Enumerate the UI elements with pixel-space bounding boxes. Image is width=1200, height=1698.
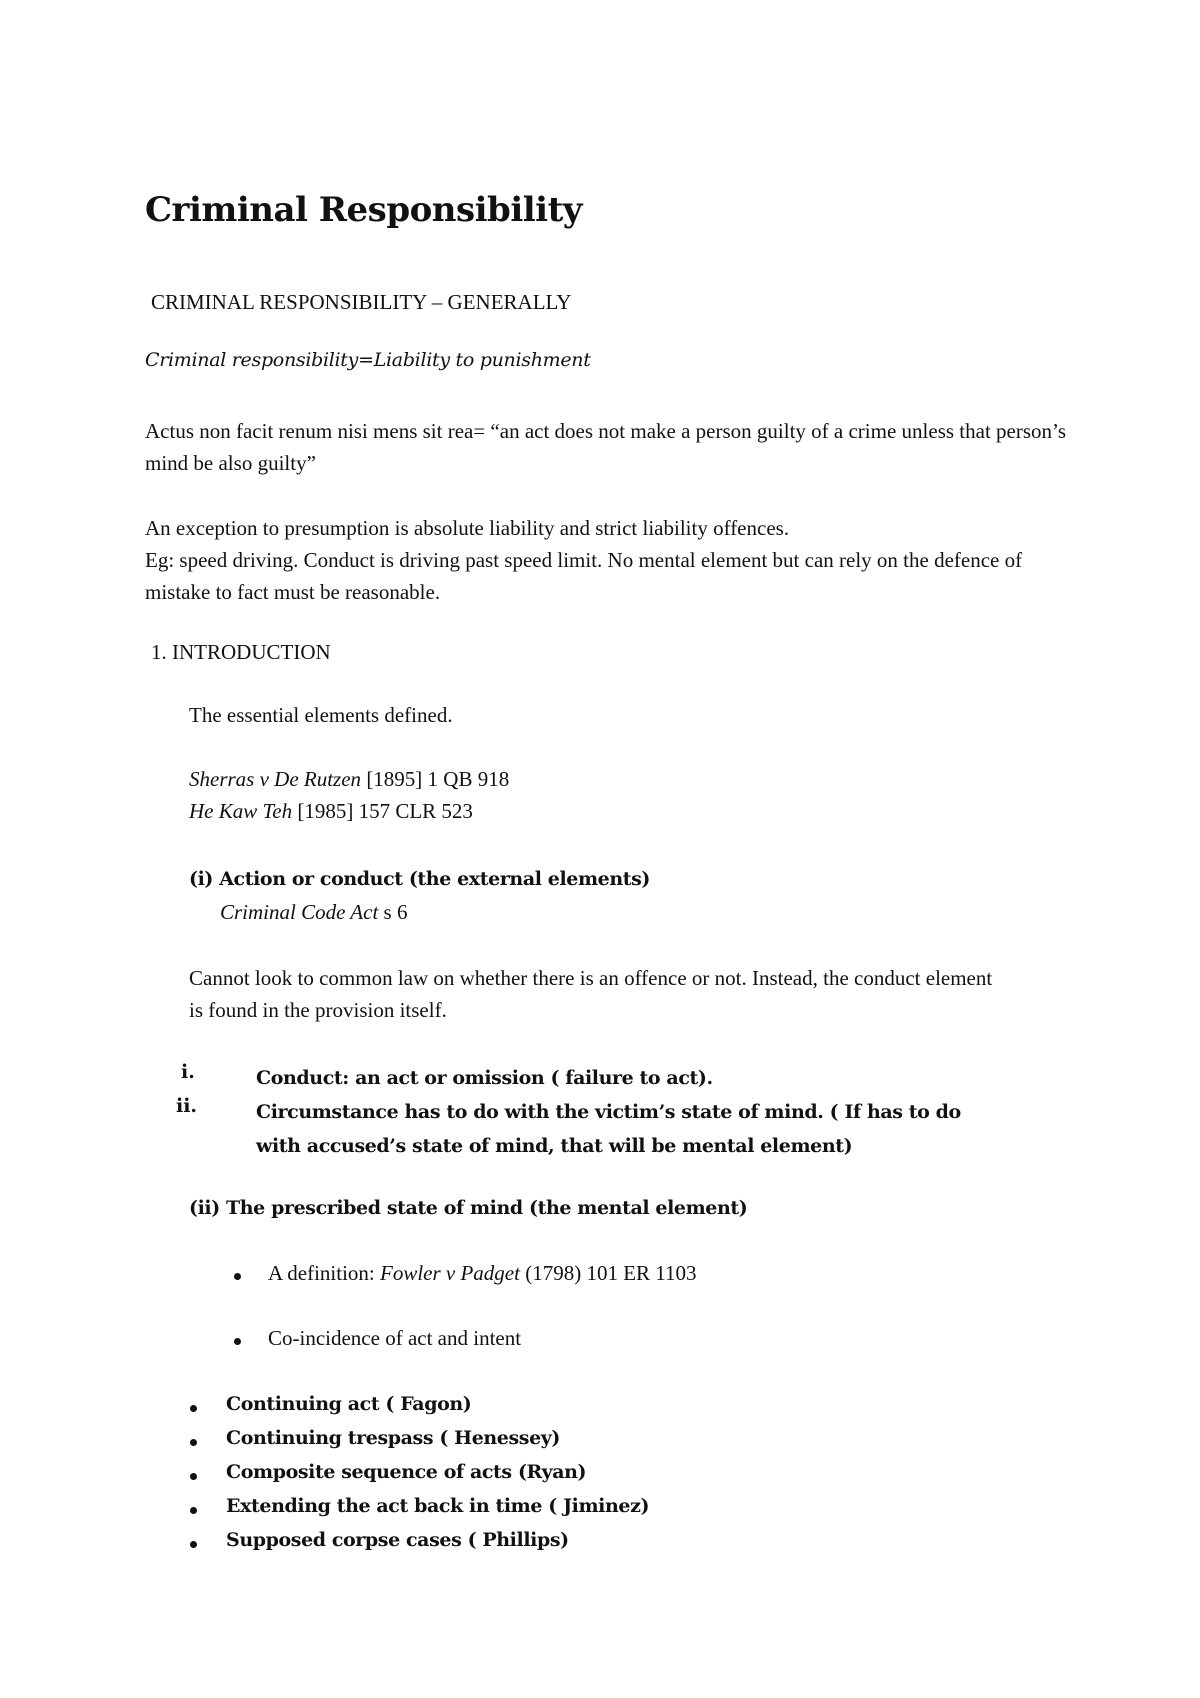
coincidence-bullet: Co-incidence of act and intent [268, 1326, 522, 1350]
code-act-section: s 6 [378, 900, 408, 924]
list-item: Supposed corpse cases ( Phillips) [226, 1529, 569, 1551]
list-item: Composite sequence of acts (Ryan) [226, 1461, 587, 1483]
document-title: Criminal Responsibility [145, 190, 583, 230]
case-reference: [1985] 157 CLR 523 [292, 799, 473, 823]
definition-prefix: A definition: [268, 1261, 380, 1285]
case-reference: (1798) 101 ER 1103 [519, 1261, 697, 1285]
essential-elements-line: The essential elements defined. [189, 703, 453, 727]
case-name: He Kaw Teh [189, 799, 293, 823]
list-number: i. [181, 1061, 195, 1083]
bullet-icon [190, 1439, 197, 1446]
bullet-icon [190, 1541, 197, 1548]
bullet-icon [190, 1405, 197, 1412]
list-number: ii. [176, 1095, 198, 1117]
list-item: Extending the act back in time ( Jiminez) [226, 1495, 650, 1517]
list-item: Continuing act ( Fagon) [226, 1393, 472, 1415]
case-reference: [1895] 1 QB 918 [361, 767, 510, 791]
action-conduct-heading: (i) Action or conduct (the external elements) [189, 868, 651, 890]
exception-line: An exception to presumption is absolute liability and strict liability offences. [145, 516, 790, 540]
bullet-icon [190, 1507, 197, 1514]
bullet-icon [190, 1473, 197, 1480]
code-act-reference [220, 900, 407, 925]
case-citation [189, 767, 509, 792]
section-heading-generally: CRIMINAL RESPONSIBILITY – GENERALLY [151, 290, 572, 314]
mental-element-heading: (ii) The prescribed state of mind (the mental element) [189, 1197, 748, 1219]
list-item: Continuing trespass ( Henessey) [226, 1427, 560, 1449]
bullet-icon [234, 1273, 241, 1280]
list-item: Conduct: an act or omission ( failure to act). [256, 1067, 713, 1089]
case-name: Fowler v Padget [380, 1261, 520, 1285]
list-item: Circumstance has to do with the victim’s state of mind. ( If has to do [256, 1101, 961, 1123]
exception-paragraph [145, 512, 1075, 608]
bullet-icon [234, 1338, 241, 1345]
maxim-paragraph: Actus non facit renum nisi mens sit rea= “an act does not make a person guilty of a crime unless that person’s mind be also guilty” [145, 419, 1067, 475]
case-name: Sherras v De Rutzen [189, 767, 362, 791]
definition-bullet [268, 1261, 697, 1286]
common-law-paragraph: Cannot look to common law on whether there is an offence or not. Instead, the conduct element is found in the provision itself. [189, 966, 993, 1022]
definition-line: Criminal responsibility=Liability to punishment [145, 349, 591, 371]
example-line: Eg: speed driving. Conduct is driving past speed limit. No mental element but can rely on the defence of mistake to fact must be reasonable. [145, 548, 1023, 604]
intro-heading: 1. INTRODUCTION [151, 640, 331, 664]
code-act-name: Criminal Code Act [220, 900, 379, 924]
case-citation [189, 799, 473, 824]
list-item-continuation: with accused’s state of mind, that will be mental element) [256, 1135, 853, 1157]
